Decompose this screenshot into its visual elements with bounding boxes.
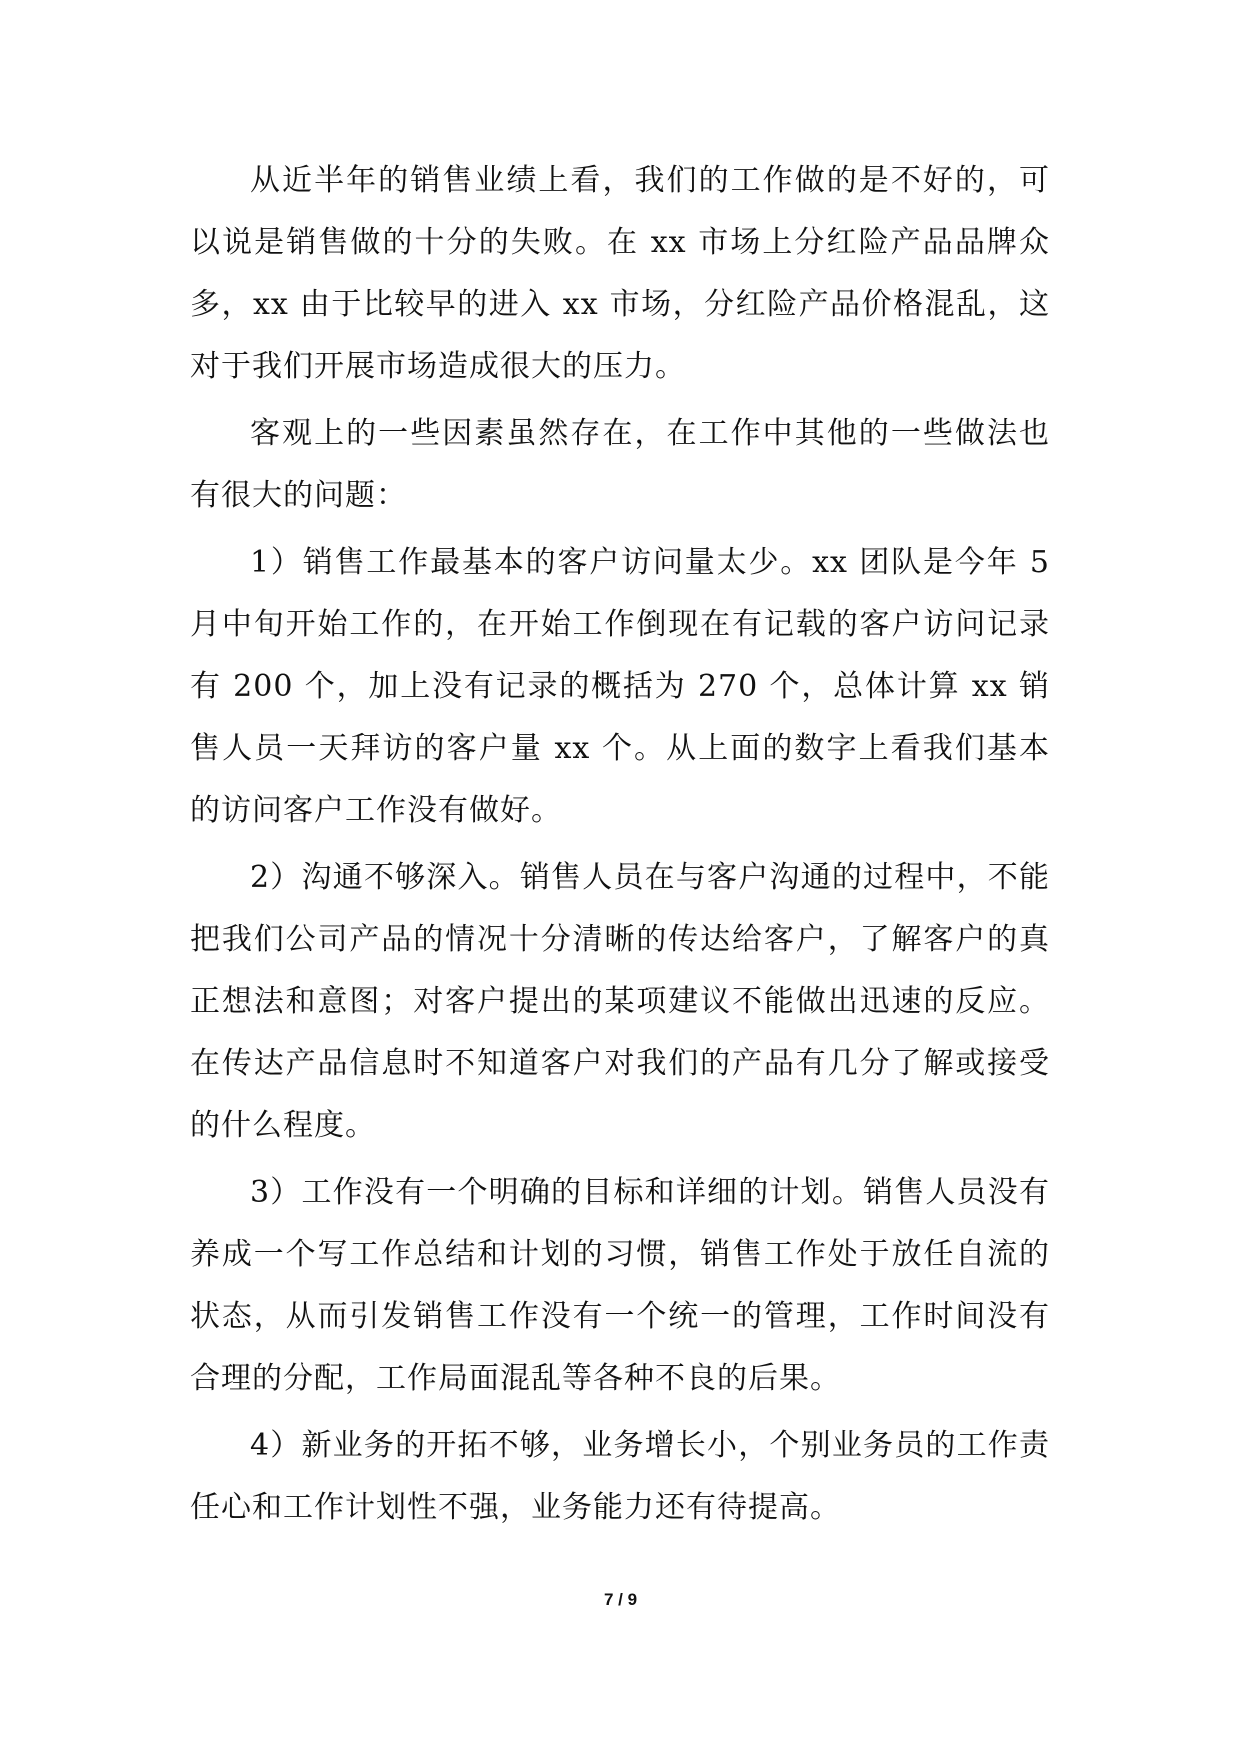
paragraph-issue-3-planning: 3）工作没有一个明确的目标和详细的计划。销售人员没有养成一个写工作总结和计划的习惯，销售工作处于放任自流的状态，从而引发销售工作没有一个统一的管理，工作时间没有合理的分配，工作局面混乱等各种不良的后果。 <box>190 1175 1050 1396</box>
page-number: 7 / 9 <box>603 1590 638 1609</box>
paragraph-issue-2-communication: 2）沟通不够深入。销售人员在与客户沟通的过程中，不能把我们公司产品的情况十分清晰的传达给客户，了解客户的真正想法和意图；对客户提出的某项建议不能做出迅速的反应。在传达产品信息时不知道客户对我们的产品有几分了解或接受的什么程度。 <box>190 860 1050 1143</box>
document-body <box>190 150 1050 1544</box>
paragraph-sales-performance: 从近半年的销售业绩上看，我们的工作做的是不好的，可以说是销售做的十分的失败。在 xx 市场上分红险产品品牌众多，xx 由于比较早的进入 xx 市场，分红险产品价格混乱，这对于我们开展市场造成很大的压力。 <box>190 163 1050 384</box>
paragraph-issue-4-new-business: 4）新业务的开拓不够，业务增长小，个别业务员的工作责任心和工作计划性不强，业务能力还有待提高。 <box>190 1428 1050 1525</box>
paragraph-objective-factors: 客观上的一些因素虽然存在，在工作中其他的一些做法也有很大的问题： <box>190 416 1050 513</box>
paragraph-issue-1-visits: 1）销售工作最基本的客户访问量太少。xx 团队是今年 5 月中旬开始工作的，在开始工作倒现在有记载的客户访问记录有 200 个，加上没有记录的概括为 270 个，总体计算 xx 销售人员一天拜访的客户量 xx 个。从上面的数字上看我们基本的访问客户工作没有做好。 <box>190 545 1050 828</box>
